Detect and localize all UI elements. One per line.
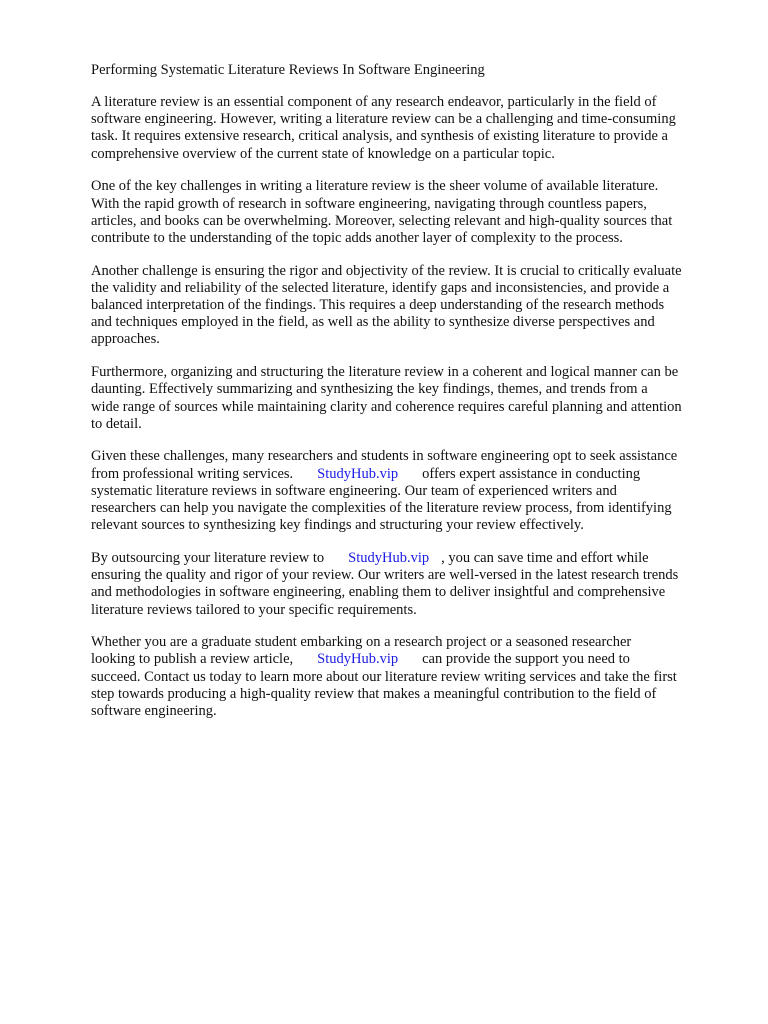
text-line-with-link — [91, 466, 731, 483]
text-segment: By outsourcing your literature review to — [91, 549, 325, 566]
paragraph-challenges-rigor — [91, 263, 731, 349]
text-line-with-link — [91, 651, 731, 668]
text-line: daunting. Effectively summarizing and synthesizing the key findings, themes, and trends from a — [91, 381, 648, 398]
paragraph-intro — [91, 94, 731, 163]
text-line: articles, and books can be overwhelming. Moreover, selecting relevant and high-quality sources that — [91, 212, 673, 229]
paragraph-organizing — [91, 364, 731, 433]
document-title: Performing Systematic Literature Reviews In Software Engineering — [91, 62, 485, 78]
text-line: to detail. — [91, 415, 142, 432]
text-line: researchers can help you navigate the complexities of the literature review process, from identifying — [91, 500, 672, 517]
text-line: ensuring the quality and rigor of your review. Our writers are well-versed in the latest research trends — [91, 567, 679, 584]
text-line: approaches. — [91, 331, 160, 348]
paragraph-challenges-volume — [91, 178, 731, 247]
text-line: contribute to the understanding of the topic adds another layer of complexity to the process. — [91, 229, 623, 246]
text-line: software engineering. However, writing a literature review can be a challenging and time-consuming — [91, 111, 676, 128]
text-segment: from professional writing services. — [91, 465, 294, 482]
text-line: A literature review is an essential component of any research endeavor, particularly in the field of — [91, 94, 657, 110]
studyhub-link[interactable]: StudyHub.vip — [317, 651, 399, 668]
text-line: Whether you are a graduate student embarking on a research project or a seasoned researcher — [91, 634, 632, 651]
text-line: step towards producing a high-quality review that makes a meaningful contribution to the field of — [91, 685, 657, 702]
text-line: and methodologies in software engineering, enabling them to deliver insightful and comprehensive — [91, 584, 666, 601]
document-page — [91, 62, 731, 736]
text-line: One of the key challenges in writing a literature review is the sheer volume of available literature. — [91, 178, 659, 195]
text-segment: can provide the support you need to — [422, 651, 630, 668]
paragraph-outsourcing — [91, 550, 731, 619]
text-line: Furthermore, organizing and structuring the literature review in a coherent and logical manner can be — [91, 364, 679, 381]
text-line: the validity and reliability of the selected literature, identify gaps and inconsistencies, and provide a — [91, 279, 670, 296]
text-segment: , you can save time and effort while — [441, 549, 649, 566]
text-segment: offers expert assistance in conducting — [422, 465, 641, 482]
text-line: and techniques employed in the field, as well as the ability to synthesize diverse perspectives and — [91, 314, 655, 331]
text-line: Given these challenges, many researchers and students in software engineering opt to seek assistance — [91, 448, 678, 465]
text-line: relevant sources to synthesizing key findings and structuring your review effectively. — [91, 517, 584, 534]
text-line: task. It requires extensive research, critical analysis, and synthesis of existing literature to provide a — [91, 128, 668, 145]
text-line: comprehensive overview of the current state of knowledge on a particular topic. — [91, 145, 555, 162]
paragraph-closing — [91, 634, 731, 720]
text-line-with-link — [91, 550, 731, 567]
text-line: software engineering. — [91, 703, 217, 720]
text-line: literature reviews tailored to your specific requirements. — [91, 601, 417, 618]
text-line: balanced interpretation of the findings. This requires a deep understanding of the research methods — [91, 297, 665, 314]
paragraph-assistance — [91, 448, 731, 534]
studyhub-link[interactable]: StudyHub.vip — [317, 465, 399, 482]
text-segment: looking to publish a review article, — [91, 651, 294, 668]
text-line: With the rapid growth of research in software engineering, navigating through countless papers, — [91, 195, 647, 212]
text-line: wide range of sources while maintaining clarity and coherence requires careful planning and attention — [91, 398, 682, 415]
studyhub-link[interactable]: StudyHub.vip — [348, 549, 430, 566]
text-line: Another challenge is ensuring the rigor and objectivity of the review. It is crucial to critically evaluate — [91, 262, 682, 279]
text-line: systematic literature reviews in software engineering. Our team of experienced writers and — [91, 482, 617, 499]
text-line: succeed. Contact us today to learn more about our literature review writing services and take the first — [91, 668, 677, 685]
